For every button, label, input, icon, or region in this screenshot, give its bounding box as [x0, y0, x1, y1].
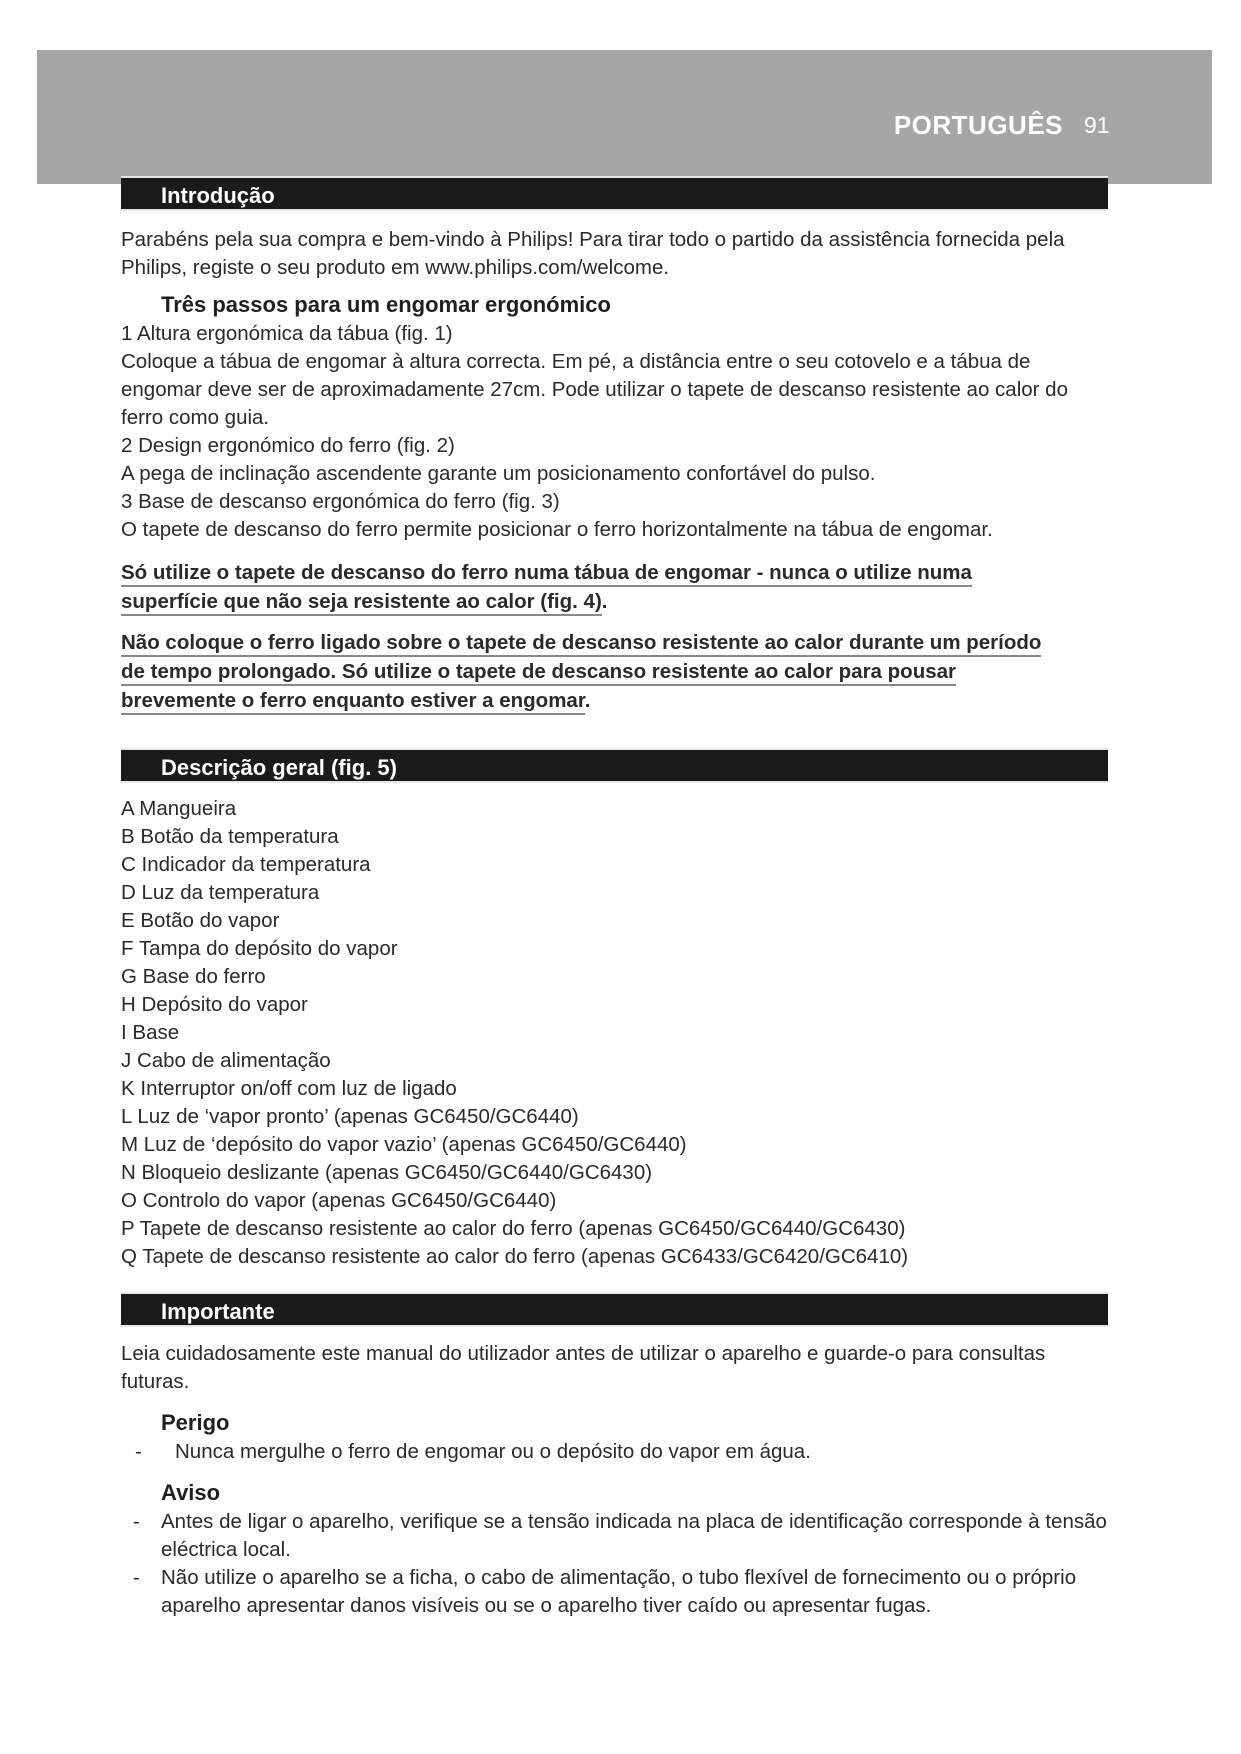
list-item: D Luz da temperatura: [121, 881, 320, 904]
step-3-title: 3 Base de descanso ergonómica do ferro (fig. 3): [121, 490, 560, 513]
dash-bullet: -: [133, 1510, 140, 1533]
list-item: C Indicador da temperatura: [121, 853, 371, 876]
list-item: J Cabo de alimentação: [121, 1049, 331, 1072]
danger-item: [121, 1438, 1111, 1466]
header-language: PORTUGUÊS: [893, 110, 1063, 140]
list-item: L Luz de ‘vapor pronto’ (apenas GC6450/GC6440): [121, 1105, 579, 1128]
danger-title: Perigo: [161, 1410, 230, 1435]
dash-bullet: -: [135, 1440, 142, 1463]
page-number: 91: [1084, 112, 1110, 138]
list-item: P Tapete de descanso resistente ao calor do ferro (apenas GC6450/GC6440/GC6430): [121, 1217, 906, 1240]
step-1-title: 1 Altura ergonómica da tábua (fig. 1): [121, 322, 453, 345]
step-2-title: 2 Design ergonómico do ferro (fig. 2): [121, 434, 455, 457]
warning-item-text: Não utilize o aparelho se a ficha, o cabo de alimentação, o tubo flexível de fornecimento ou o próprio aparelho apresentar danos visíveis ou se o aparelho tiver caído ou apresentar fugas.: [161, 1566, 1077, 1617]
section-bar-important: [121, 1292, 1108, 1327]
warning-block: [121, 1478, 1111, 1620]
list-item: N Bloqueio deslizante (apenas GC6450/GC6440/GC6430): [121, 1161, 653, 1184]
warning-title: Aviso: [161, 1480, 221, 1505]
warning-item: [121, 1508, 1111, 1564]
section-title-important: Importante: [161, 1299, 275, 1324]
important-block: [121, 1340, 1111, 1396]
danger-block: [121, 1408, 1111, 1466]
section-title-intro: Introdução: [161, 183, 275, 208]
list-item: O Controlo do vapor (apenas GC6450/GC6440): [121, 1189, 557, 1212]
warning-2-line-2: de tempo prolongado. Só utilize o tapete de descanso resistente ao calor para pousar: [121, 660, 956, 686]
section-bar-overview: [121, 748, 1108, 783]
intro-paragraph: Parabéns pela sua compra e bem-vindo à Philips! Para tirar todo o partido da assistência fornecida pela Philips, registe o seu produto em www.philips.com/welcome.: [121, 228, 1065, 279]
warning-2-line-1: Não coloque o ferro ligado sobre o tapete de descanso resistente ao calor durante um período: [121, 631, 1041, 657]
warning-item: [121, 1564, 1111, 1620]
warning-1: [121, 558, 1111, 616]
warning-1-line-1: Só utilize o tapete de descanso do ferro numa tábua de engomar - nunca o utilize numa: [121, 561, 972, 587]
warning-2-line-3: brevemente o ferro enquanto estiver a engomar: [121, 689, 585, 715]
important-paragraph: Leia cuidadosamente este manual do utilizador antes de utilizar o aparelho e guarde-o para consultas futuras.: [121, 1342, 1046, 1393]
steps-title: Três passos para um engomar ergonómico: [161, 292, 611, 317]
intro-block: [121, 226, 1111, 282]
list-item: E Botão do vapor: [121, 909, 280, 932]
warning-2-period: .: [584, 689, 591, 712]
warning-item-text: Antes de ligar o aparelho, verifique se a tensão indicada na placa de identificação corresponde à tensão eléctrica local.: [161, 1510, 1107, 1561]
section-title-overview: Descrição geral (fig. 5): [161, 755, 397, 780]
section-bar-intro: [121, 176, 1108, 211]
list-item: K Interruptor on/off com luz de ligado: [121, 1077, 457, 1100]
warning-1-line-2: superfície que não seja resistente ao calor (fig. 4): [121, 590, 602, 616]
dash-bullet: -: [133, 1566, 140, 1589]
step-1-text: Coloque a tábua de engomar à altura correcta. Em pé, a distância entre o seu cotovelo e a tábua de engomar deve ser de aproximadamente 27cm. Pode utilizar o tapete de descanso resistente ao calor do ferro como guia.: [121, 350, 1068, 429]
warning-1-period: .: [601, 590, 608, 613]
step-3-text: O tapete de descanso do ferro permite posicionar o ferro horizontalmente na tábua de engomar.: [121, 518, 993, 541]
list-item: M Luz de ‘depósito do vapor vazio’ (apenas GC6450/GC6440): [121, 1133, 687, 1156]
overview-list: [121, 795, 1111, 1271]
warning-2: [121, 628, 1111, 715]
list-item: F Tampa do depósito do vapor: [121, 937, 398, 960]
list-item: I Base: [121, 1021, 180, 1044]
danger-item-text: Nunca mergulhe o ferro de engomar ou o depósito do vapor em água.: [175, 1440, 811, 1463]
list-item: B Botão da temperatura: [121, 825, 339, 848]
list-item: G Base do ferro: [121, 965, 266, 988]
list-item: A Mangueira: [121, 797, 237, 820]
step-2-text: A pega de inclinação ascendente garante um posicionamento confortável do pulso.: [121, 462, 876, 485]
steps-block: [121, 290, 1111, 544]
list-item: H Depósito do vapor: [121, 993, 308, 1016]
list-item: Q Tapete de descanso resistente ao calor do ferro (apenas GC6433/GC6420/GC6410): [121, 1245, 909, 1268]
